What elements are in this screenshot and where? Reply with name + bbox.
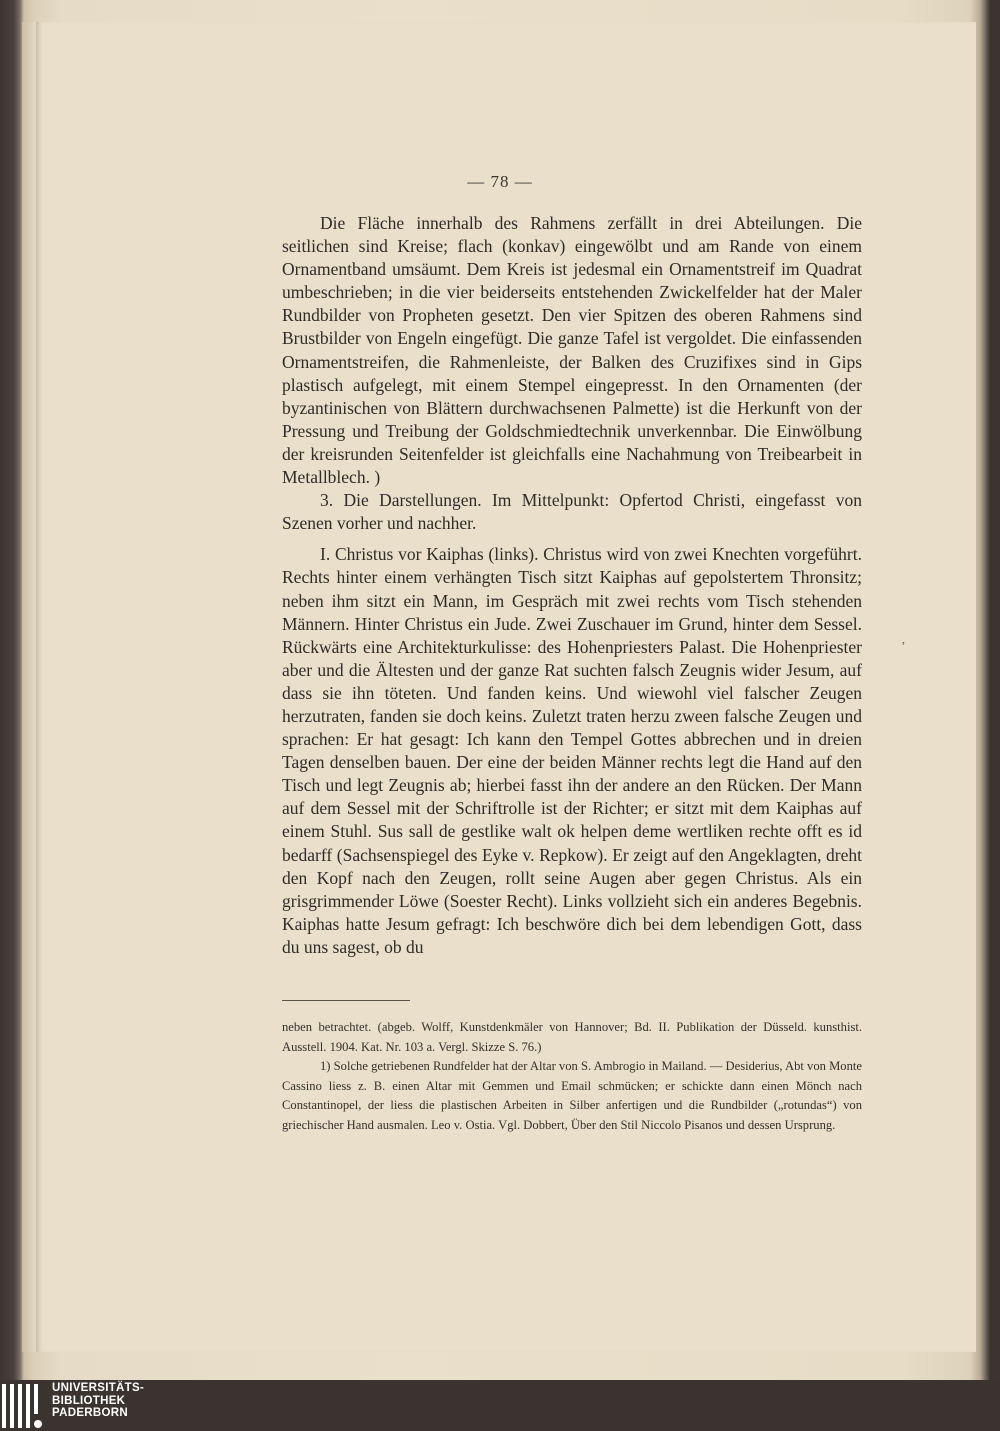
paragraph-frame-description: Die Fläche innerhalb des Rahmens zerfällt in drei Abteilungen. Die seitlichen sind Kreise; flach (konkav) eingewölbt und am Rande von einem Ornamentband umsäumt. Dem Kreis ist jedesmal ein Ornamentstreif im Quadrat umbeschrieben; in die vier beiderseits entstehenden Zwickelfelder hat der Maler Rundbilder von Propheten gesetzt. Den vier Spitzen des oberen Rahmens sind Brustbilder von Engeln eingefügt. Die ganze Tafel ist vergoldet. Die einfassenden Ornamentstreifen, die Rahmenleiste, der Balken des Cruzifixes sind in Gips plastisch aufgelegt, mit einem Stempel eingepresst. In den Ornamenten (der byzantinischen von Blättern durchwachsenen Palmette) ist die Herkunft von der Pressung und Treibung der Goldschmiedtechnik unverkennbar. Die Einwölbung der kreisrunden Seitenfelder ist gleichfalls eine Nachahmung von Treibearbeit in Metallblech. ) — [282, 213, 862, 488]
footnote-divider — [282, 1000, 410, 1001]
library-name-line: BIBLIOTHEK — [52, 1394, 126, 1407]
footnotes — [282, 1018, 862, 1135]
footnote-1: 1) Solche getriebenen Rundfelder hat der Altar von S. Ambrogio in Mailand. — Desiderius, Abt von Monte Cassino liess z. B. einen Altar mit Gemmen und Email schmücken; er schickte dann einen Mönch nach Constantinopel, der liess die plastischen Arbeiten in Silber anfertigen und die Rundbilder („rotundas“) von griechischer Hand ausmalen. Leo v. Ostia. Vgl. Dobbert, Über den Stil Niccolo Pisanos und dessen Ursprung. — [282, 1059, 862, 1132]
library-barcode-logo-icon — [2, 1384, 46, 1428]
footnote-continuation: neben betrachtet. (abgeb. Wolff, Kunstdenkmäler von Hannover; Bd. II. Publikation der Düsseld. kunsthist. Ausstell. 1904. Kat. Nr. 103 a. Vergl. Skizze S. 76.) — [282, 1020, 862, 1054]
library-name — [52, 1382, 144, 1420]
page-number: — 78 — — [467, 172, 533, 191]
stray-mark: , — [902, 632, 905, 646]
body-text — [282, 212, 862, 959]
library-name-line: UNIVERSITÄTS- — [52, 1382, 145, 1394]
paragraph-darstellungen: 3. Die Darstellungen. Im Mittelpunkt: Opfertod Christi, eingefasst von Szenen vorher und nachher. — [282, 490, 862, 534]
library-name-line: PADERBORN — [52, 1407, 128, 1419]
footer-bar — [0, 1380, 1000, 1431]
paragraph-christus-vor-kaiphas: I. Christus vor Kaiphas (links). Christus wird von zwei Knechten vorgeführt. Rechts hinter einem verhängten Tisch sitzt Kaiphas auf gepolstertem Thronsitz; neben ihm sitzt ein Mann, im Gespräch mit zwei rechts vom Tisch stehenden Männern. Hinter Christus ein Jude. Zwei Zuschauer im Grund, hinter dem Sessel. Rückwärts eine Architekturkulisse: des Hohenpriesters Palast. Die Hohenpriester aber und die Ältesten und der ganze Rat suchten falsch Zeugnis wider Jesum, auf dass sie ihn töteten. Und fanden keins. Und wiewohl viel falscher Zeugen herzutraten, fanden sie doch keins. Zuletzt traten herzu zween falsche Zeugen und sprachen: Er hat gesagt: Ich kann den Tempel Gottes abbrechen und in dreien Tagen denselben bauen. Der eine der beiden Männer rechts legt die Hand auf den Tisch und legt Zeugnis ab; hierbei fasst ihn der andere an den Rücken. Der Mann auf dem Sessel mit der Schriftrolle ist der Richter; er sitzt mit dem Kaiphas auf einem Stuhl. Sus sall de gestlike walt ok helpen deme wertliken rechte offt es id bedarff (Sachsenspiegel des Eyke v. Repkow). Er zeigt auf den Angeklagten, dreht den Kopf nach den Zeugen, rollt seine Augen aber gegen Christus. Als ein grisgrimmender Löwe (Soester Recht). Links vollzieht sich ein anderes Begebnis. Kaiphas hatte Jesum gefragt: Ich beschwöre dich bei dem lebendigen Gott, dass du uns sagest, ob du — [282, 544, 862, 957]
